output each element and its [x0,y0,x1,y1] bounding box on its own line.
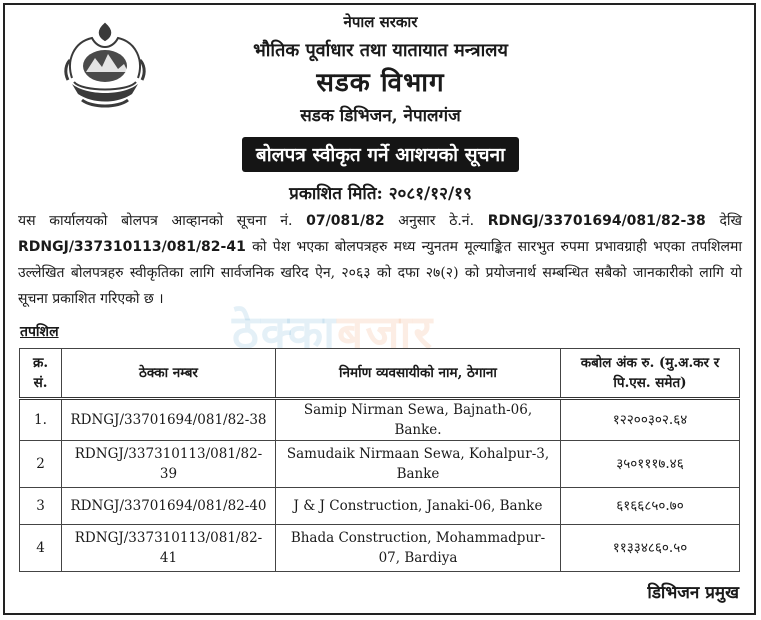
division-name: सडक डिभिजन, नेपालगंज [300,106,461,126]
cell-contractor: Samudaik Nirmaan Sewa, Kohalpur-3, Banke [276,441,561,488]
paragraph-text-1: यस कार्यालयको बोलपत्र आव्हानको सूचना नं. [18,213,307,229]
header-bid-amount: कबोल अंक रु. (मु.अ.कर र पि.एस. समेत) [561,349,740,399]
header-serial: क्र. सं. [20,349,62,399]
paragraph-text-4: को पेश भएका बोलपत्रहरु मध्य न्युनतम मूल्याङ्कित सारभुत रुपमा प्रभावग्राही भएका तपशिलमा उल्लेखित बोलपत्रहरु स्वीकृतिका लागि सार्वजनिक खरिद ऐन, २०६३ को दफा २७(२) को प्रयोजनार्थ सम्बन्धित सबैको जानकारीको लागि यो सूचना प्रकाशित गरिएको छ । [18,239,742,307]
cell-bid-amount: १२२००३०२.६४ [561,399,740,441]
contract-number-to: RDNGJ/337310113/081/82-41 [18,239,246,255]
notice-title: बोलपत्र स्वीकृत गर्ने आशयको सूचना [242,137,519,172]
header-contract-no: ठेक्का नम्बर [62,349,276,399]
cell-contract-no: RDNGJ/337310113/081/82-41 [62,525,276,572]
cell-contract-no: RDNGJ/33701694/081/82-38 [62,399,276,441]
notice-number: 07/081/82 [306,213,385,229]
cell-contractor: Bhada Construction, Mohammadpur-07, Bardiya [276,525,561,572]
notice-title-container [0,137,761,172]
cell-bid-amount: ६१६६८५०.७० [561,488,740,525]
cell-serial: 2 [20,441,62,488]
table-row [20,399,740,441]
table-row [20,441,740,488]
cell-serial: 3 [20,488,62,525]
cell-contractor: Samip Nirman Sewa, Bajnath-06, Banke. [276,399,561,441]
table-header-row [20,349,740,399]
ministry-name: भौतिक पूर्वाधार तथा यातायात मन्त्रालय [253,40,508,61]
cell-serial: 4 [20,525,62,572]
cell-contract-no: RDNGJ/337310113/081/82-39 [62,441,276,488]
cell-serial: 1. [20,399,62,441]
paragraph-text-2: अनुसार ठे.नं. [384,213,488,229]
paragraph-text-3: देखि [705,213,742,229]
table-row [20,525,740,572]
contract-number-from: RDNGJ/33701694/081/82-38 [487,213,706,229]
government-name: नेपाल सरकार [343,13,418,31]
published-date: प्रकाशित मिति: २०८१/१२/१९ [289,184,472,204]
cell-bid-amount: ३५०१११७.४६ [561,441,740,488]
watermark-part-2: बजार [337,305,435,359]
cell-bid-amount: ११३३४८६०.५० [561,525,740,572]
cell-contract-no: RDNGJ/33701694/081/82-40 [62,488,276,525]
header-contractor: निर्माण व्यवसायीको नाम, ठेगाना [276,349,561,399]
bid-table [19,348,740,572]
department-name: सडक विभाग [316,68,445,98]
notice-paragraph [18,208,742,312]
table-caption: तपशिल [20,324,59,340]
watermark-part-1: ठेक्का [232,305,338,359]
cell-contractor: J & J Construction, Janaki-06, Banke [276,488,561,525]
table-row [20,488,740,525]
signature-title: डिभिजन प्रमुख [647,583,739,603]
